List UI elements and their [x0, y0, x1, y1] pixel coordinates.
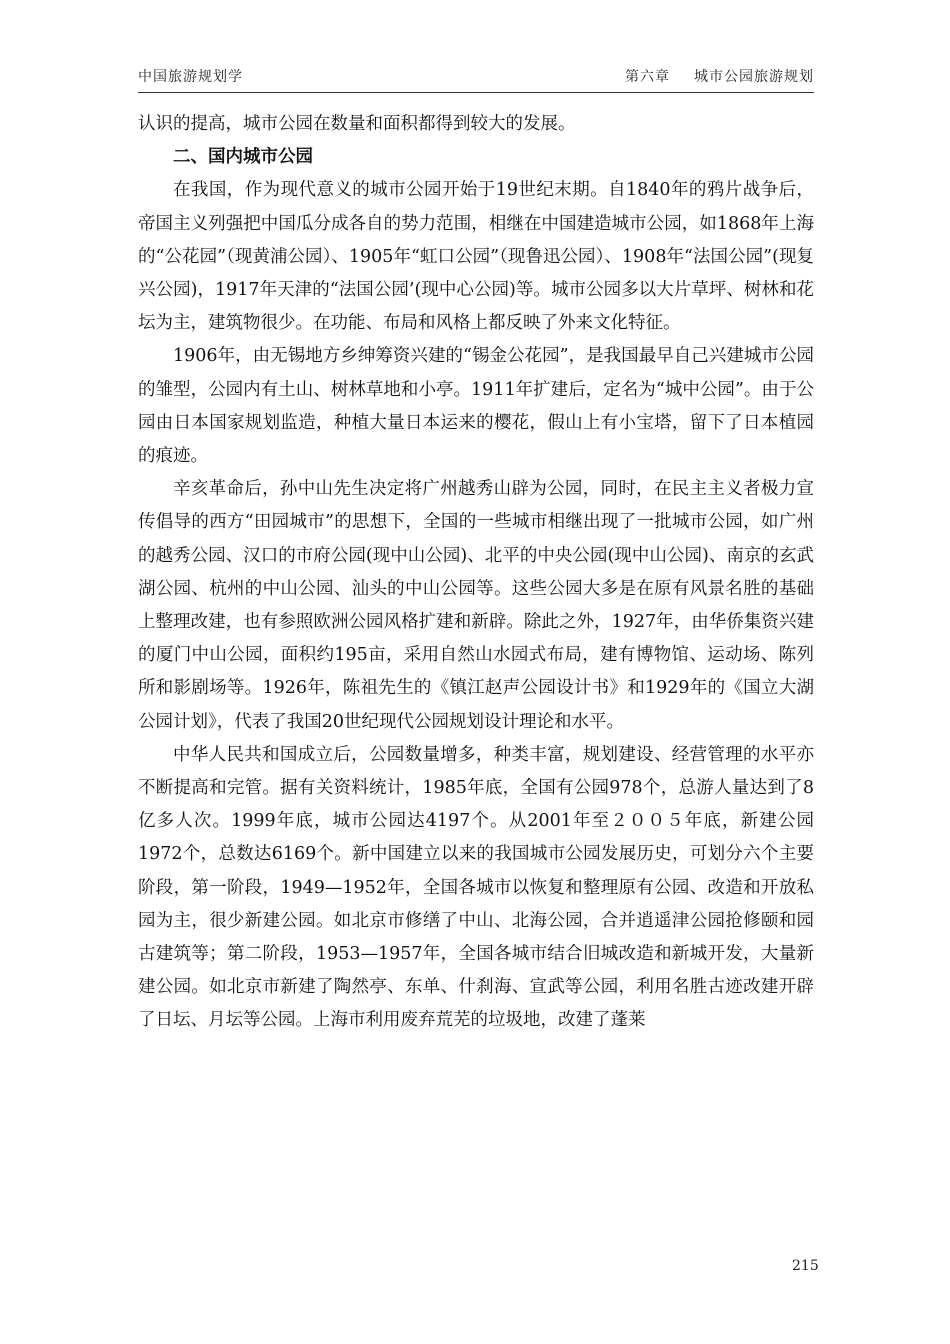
header-rule [138, 92, 814, 93]
page-body [138, 108, 814, 1038]
page-number: 215 [792, 1258, 819, 1274]
paragraph: 辛亥革命后，孙中山先生决定将广州越秀山辟为公园，同时，在民主主义者极力宣传倡导的西方“田园城市”的思想下，全国的一些城市相继出现了一批城市公园，如广州的越秀公园、汉口的市府公园(现中山公园)、北平的中央公园(现中山公园)、南京的玄武湖公园、杭州的中山公园、汕头的中山公园等。这些公园大多是在原有风景名胜的基础上整理改建，也有参照欧洲公园风格扩建和新辟。除此之外，1927年，由华侨集资兴建的厦门中山公园，面积约195亩，采用自然山水园式布局，建有博物馆、运动场、陈列所和影剧场等。1926年，陈祖先生的《镇江赵声公园设计书》和1929年的《国立大湖公园计划》，代表了我国20世纪现代公园规划设计理论和水平。 [138, 479, 814, 732]
paragraph: 中华人民共和国成立后，公园数量增多，种类丰富，规划建设、经营管理的水平亦不断提高和完管。据有关资料统计，1985年底，全国有公园978个，总游人量达到了8亿多人次。1999年底，城市公园达4197个。从2001年至２００５年底，新建公园1972个，总数达6169个。新中国建立以来的我国城市公园发展历史，可划分六个主要阶段，第一阶段，1949—1952年，全国各城市以恢复和整理原有公园、改造和开放私园为主，很少新建公园。如北京市修缮了中山、北海公园，合并逍遥津公园抢修颐和园古建筑等；第二阶段，1953—1957年，全国各城市结合旧城改造和新城开发，大量新建公园。如北京市新建了陶然亭、东单、什刹海、宣武等公园，利用名胜古迹改建开辟了日坛、月坛等公园。上海市利用废弃荒芜的垃圾地，改建了蓬莱 [138, 744, 814, 1031]
header-book-title: 中国旅游规划学 [138, 69, 243, 85]
paragraph: 1906年，由无锡地方乡绅筹资兴建的“锡金公花园”，是我国最早自己兴建城市公园的雏型，公园内有土山、树林草地和小亭。1911年扩建后，定名为“城中公园”。由于公园由日本国家规划监造，种植大量日本运来的樱花，假山上有小宝塔，留下了日本植园的痕迹。 [138, 346, 814, 467]
running-header [138, 66, 814, 88]
paragraph: 在我国，作为现代意义的城市公园开始于19世纪末期。自1840年的鸦片战争后，帝国主义列强把中国瓜分成各自的势力范围，相继在中国建造城市公园，如1868年上海的“公花园”（现黄浦公园）、1905年“虹口公园”（现鲁迅公园）、1908年“法国公园”(现复兴公园)，1917年天津的“法国公园’(现中心公园)等。城市公园多以大片草坪、树林和花坛为主，建筑物很少。在功能、布局和风格上都反映了外来文化特征。 [138, 180, 814, 334]
header-chapter-title: 城市公园旅游规划 [694, 69, 814, 85]
header-chapter [625, 66, 814, 86]
header-chapter-number: 第六章 [625, 69, 670, 85]
section-heading: 二、国内城市公园 [173, 147, 313, 168]
paragraph-continued: 认识的提高，城市公园在数量和面积都得到较大的发展。 [138, 114, 576, 134]
